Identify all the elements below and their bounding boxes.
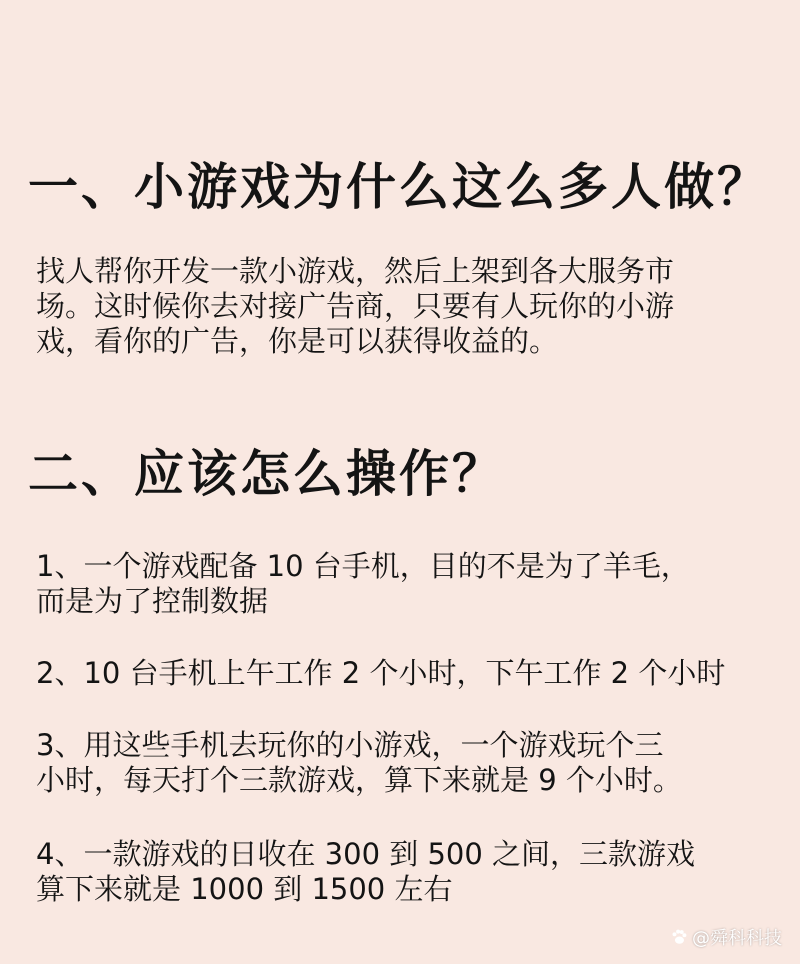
- step-item-4: [36, 837, 776, 907]
- paragraph-line: 场。这时候你去对接广告商，只要有人玩你的小游: [36, 289, 675, 323]
- paragraph-line: 戏，看你的广告，你是可以获得收益的。: [36, 324, 559, 358]
- step-item-2: [36, 656, 776, 691]
- paragraph-line: 找人帮你开发一款小游戏，然后上架到各大服务市: [36, 254, 675, 288]
- section1-heading: 一、小游戏为什么这么多人做？: [28, 158, 770, 216]
- watermark: [670, 924, 782, 950]
- step-line: 算下来就是 1000 到 1500 左右: [36, 872, 453, 906]
- watermark-text: @舜科科技: [692, 928, 782, 949]
- step-line: 1、一个游戏配备 10 台手机，目的不是为了羊毛，: [36, 549, 690, 583]
- section1-paragraph: [36, 254, 776, 359]
- paw-icon: [670, 928, 688, 946]
- step-line: 而是为了控制数据: [36, 584, 269, 618]
- step-line: 2、10 台手机上午工作 2 个小时，下午工作 2 个小时: [36, 656, 726, 690]
- section2-heading: 二、应该怎么操作？: [28, 445, 505, 503]
- step-line: 3、用这些手机去玩你的小游戏，一个游戏玩个三: [36, 728, 664, 762]
- step-line: 4、一款游戏的日收在 300 到 500 之间，三款游戏: [36, 837, 696, 871]
- step-line: 小时，每天打个三款游戏，算下来就是 9 个小时。: [36, 763, 682, 797]
- step-item-1: [36, 549, 776, 619]
- step-item-3: [36, 728, 776, 798]
